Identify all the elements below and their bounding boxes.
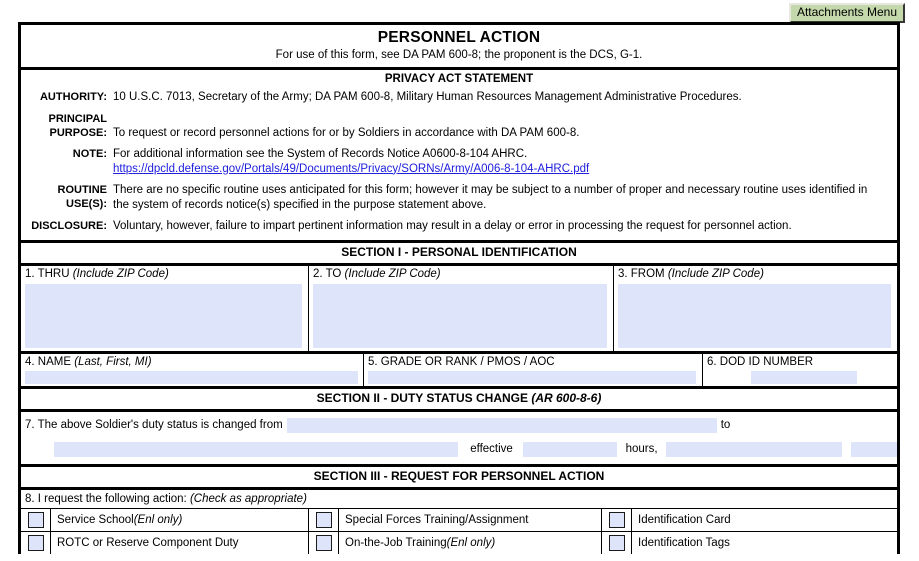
- section-three-header: SECTION III - REQUEST FOR PERSONNEL ACTION: [21, 464, 897, 487]
- field-thru: [21, 266, 308, 351]
- checkbox-label-identification-tags: [631, 532, 897, 554]
- note-body: [113, 147, 897, 176]
- section-one-header: SECTION I - PERSONAL IDENTIFICATION: [21, 240, 897, 263]
- request-action-intro: [21, 487, 897, 508]
- checkbox-special-forces[interactable]: [316, 512, 332, 528]
- field-thru-hint: (Include ZIP Code): [72, 267, 169, 280]
- field-from-label: [614, 266, 897, 282]
- checkbox-cell-special-forces[interactable]: [308, 509, 601, 531]
- duty-status-prompt: 7. The above Soldier's duty status is changed from: [25, 419, 283, 431]
- checkbox-identification-card[interactable]: [609, 512, 625, 528]
- section-two-header-text: SECTION II - DUTY STATUS CHANGE: [316, 390, 532, 405]
- request-action-intro-hint: (Check as appropriate): [189, 492, 307, 505]
- field-dod-id-input[interactable]: [751, 371, 857, 384]
- field-grade-rank-input[interactable]: [368, 371, 696, 384]
- field-thru-input[interactable]: [25, 284, 302, 348]
- duty-status-line-2: [21, 433, 897, 459]
- checkbox-label-rotc: [50, 532, 308, 554]
- checkbox-label-text: Identification Tags: [638, 536, 730, 549]
- field-from-input[interactable]: [618, 284, 891, 348]
- field-name-label: [21, 354, 363, 370]
- disclosure-label: DISCLOSURE:: [31, 220, 107, 232]
- checkbox-identification-tags[interactable]: [609, 535, 625, 551]
- form-title-block: [21, 25, 897, 67]
- privacy-act-statement: [21, 67, 897, 240]
- attachments-menu-button[interactable]: Attachments Menu: [789, 3, 905, 23]
- field-name: [21, 354, 363, 386]
- routine-uses-label: ROUTINE USE(S):: [57, 184, 107, 210]
- request-action-intro-text: 8. I request the following action:: [25, 492, 190, 505]
- field-to: [308, 266, 613, 351]
- checkbox-cell-ojt[interactable]: [308, 532, 601, 554]
- field-name-hint: (Last, First, MI): [74, 355, 152, 368]
- field-thru-label: [21, 266, 308, 282]
- section-one-address-row: [21, 263, 897, 351]
- privacy-row-disclosure: [21, 219, 897, 235]
- principal-purpose-label: [21, 112, 113, 140]
- checkbox-label-hint: (Enl only): [446, 536, 496, 549]
- field-to-label: [309, 266, 613, 282]
- form-subtitle: For use of this form, see DA PAM 600-8; the proponent is the DCS, G-1.: [275, 49, 643, 61]
- duty-status-to-word: to: [720, 419, 731, 431]
- principal-purpose-label-line1: PRINCIPAL: [48, 112, 107, 125]
- duty-status-to-input[interactable]: [54, 442, 458, 457]
- effective-word: effective: [470, 443, 513, 455]
- table-row: [21, 531, 897, 554]
- field-from-label-text: 3. FROM: [618, 267, 668, 280]
- field-grade-rank-label: 5. GRADE OR RANK / PMOS / AOC: [368, 355, 555, 368]
- field-to-input[interactable]: [313, 284, 607, 348]
- disclosure-text: Voluntary, however, failure to impart pertinent information may result in a delay or error in processing the request for personnel action.: [113, 220, 792, 232]
- authority-text: 10 U.S.C. 7013, Secretary of the Army; DA PAM 600-8, Military Human Resources Management Administrative Procedures.: [113, 91, 742, 103]
- checkbox-label-special-forces: [338, 509, 601, 531]
- checkbox-cell-identification-tags[interactable]: [601, 532, 897, 554]
- checkbox-label-identification-card: [631, 509, 897, 531]
- field-from: [613, 266, 897, 351]
- field-to-hint: (Include ZIP Code): [344, 267, 441, 280]
- field-to-label-text: 2. TO: [313, 267, 345, 280]
- field-name-input[interactable]: [25, 371, 358, 384]
- checkbox-label-hint: (Enl only): [133, 513, 183, 526]
- page-title: PERSONNEL ACTION: [377, 29, 541, 46]
- duty-status-trailing-input[interactable]: [851, 442, 897, 457]
- field-thru-label-text: 1. THRU: [25, 267, 73, 280]
- note-label: NOTE:: [72, 148, 107, 160]
- personnel-action-form: [18, 22, 900, 554]
- checkbox-cell-service-school[interactable]: [21, 509, 308, 531]
- section-two-body: [21, 409, 897, 464]
- field-dod-id-label: 6. DOD ID NUMBER: [707, 355, 814, 368]
- checkbox-label-text: Service School: [57, 513, 134, 526]
- note-text: For additional information see the System of Records Notice A0600-8-104 AHRC.: [113, 148, 528, 160]
- authority-label: AUTHORITY:: [39, 91, 107, 103]
- checkbox-label-ojt: [338, 532, 601, 554]
- privacy-row-principal-purpose: [21, 112, 897, 148]
- privacy-row-authority: [21, 90, 897, 112]
- attachments-toolbar: [0, 3, 919, 20]
- checkbox-label-text: Special Forces Training/Assignment: [345, 513, 529, 526]
- routine-uses-text: There are no specific routine uses anticipated for this form; however it may be subject to a number of proper and necessary routine uses identified in the system of records notice(s) specified in the purpose statement above.: [113, 184, 868, 211]
- checkbox-label-text: ROTC or Reserve Component Duty: [57, 536, 239, 549]
- principal-purpose-text: To request or record personnel actions for or by Soldiers in accordance with DA PAM 600-8.: [113, 126, 580, 139]
- privacy-row-routine-uses: [21, 183, 897, 219]
- privacy-sorn-link[interactable]: https://dpcld.defense.gov/Portals/49/Documents/Privacy/SORNs/Army/A006-8-104-AHRC.pdf: [113, 162, 590, 175]
- request-action-checkbox-grid: [21, 508, 897, 554]
- checkbox-label-text: On-the-Job Training: [345, 536, 447, 549]
- checkbox-rotc[interactable]: [28, 535, 44, 551]
- checkbox-label-service-school: [50, 509, 308, 531]
- section-one-identity-row: [21, 351, 897, 386]
- field-from-hint: (Include ZIP Code): [667, 267, 764, 280]
- checkbox-service-school[interactable]: [28, 512, 44, 528]
- privacy-row-note: [21, 147, 897, 183]
- effective-date-input[interactable]: [523, 442, 617, 457]
- privacy-act-heading: PRIVACY ACT STATEMENT: [384, 73, 534, 85]
- section-two-header: [21, 386, 897, 409]
- field-name-label-text: 4. NAME: [25, 355, 75, 368]
- field-dod-id: [702, 354, 897, 386]
- principal-purpose-label-line2: PURPOSE:: [49, 126, 107, 139]
- section-two-header-reg: (AR 600-8-6): [531, 390, 602, 405]
- table-row: [21, 509, 897, 531]
- checkbox-cell-identification-card[interactable]: [601, 509, 897, 531]
- checkbox-ojt[interactable]: [316, 535, 332, 551]
- duty-status-authority-input[interactable]: [666, 442, 842, 457]
- checkbox-label-text: Identification Card: [638, 513, 731, 526]
- duty-status-from-input[interactable]: [287, 418, 717, 433]
- duty-status-line-1: [21, 416, 897, 433]
- field-grade-rank: [363, 354, 702, 386]
- checkbox-cell-rotc[interactable]: [21, 532, 308, 554]
- hours-word: hours,: [625, 443, 658, 455]
